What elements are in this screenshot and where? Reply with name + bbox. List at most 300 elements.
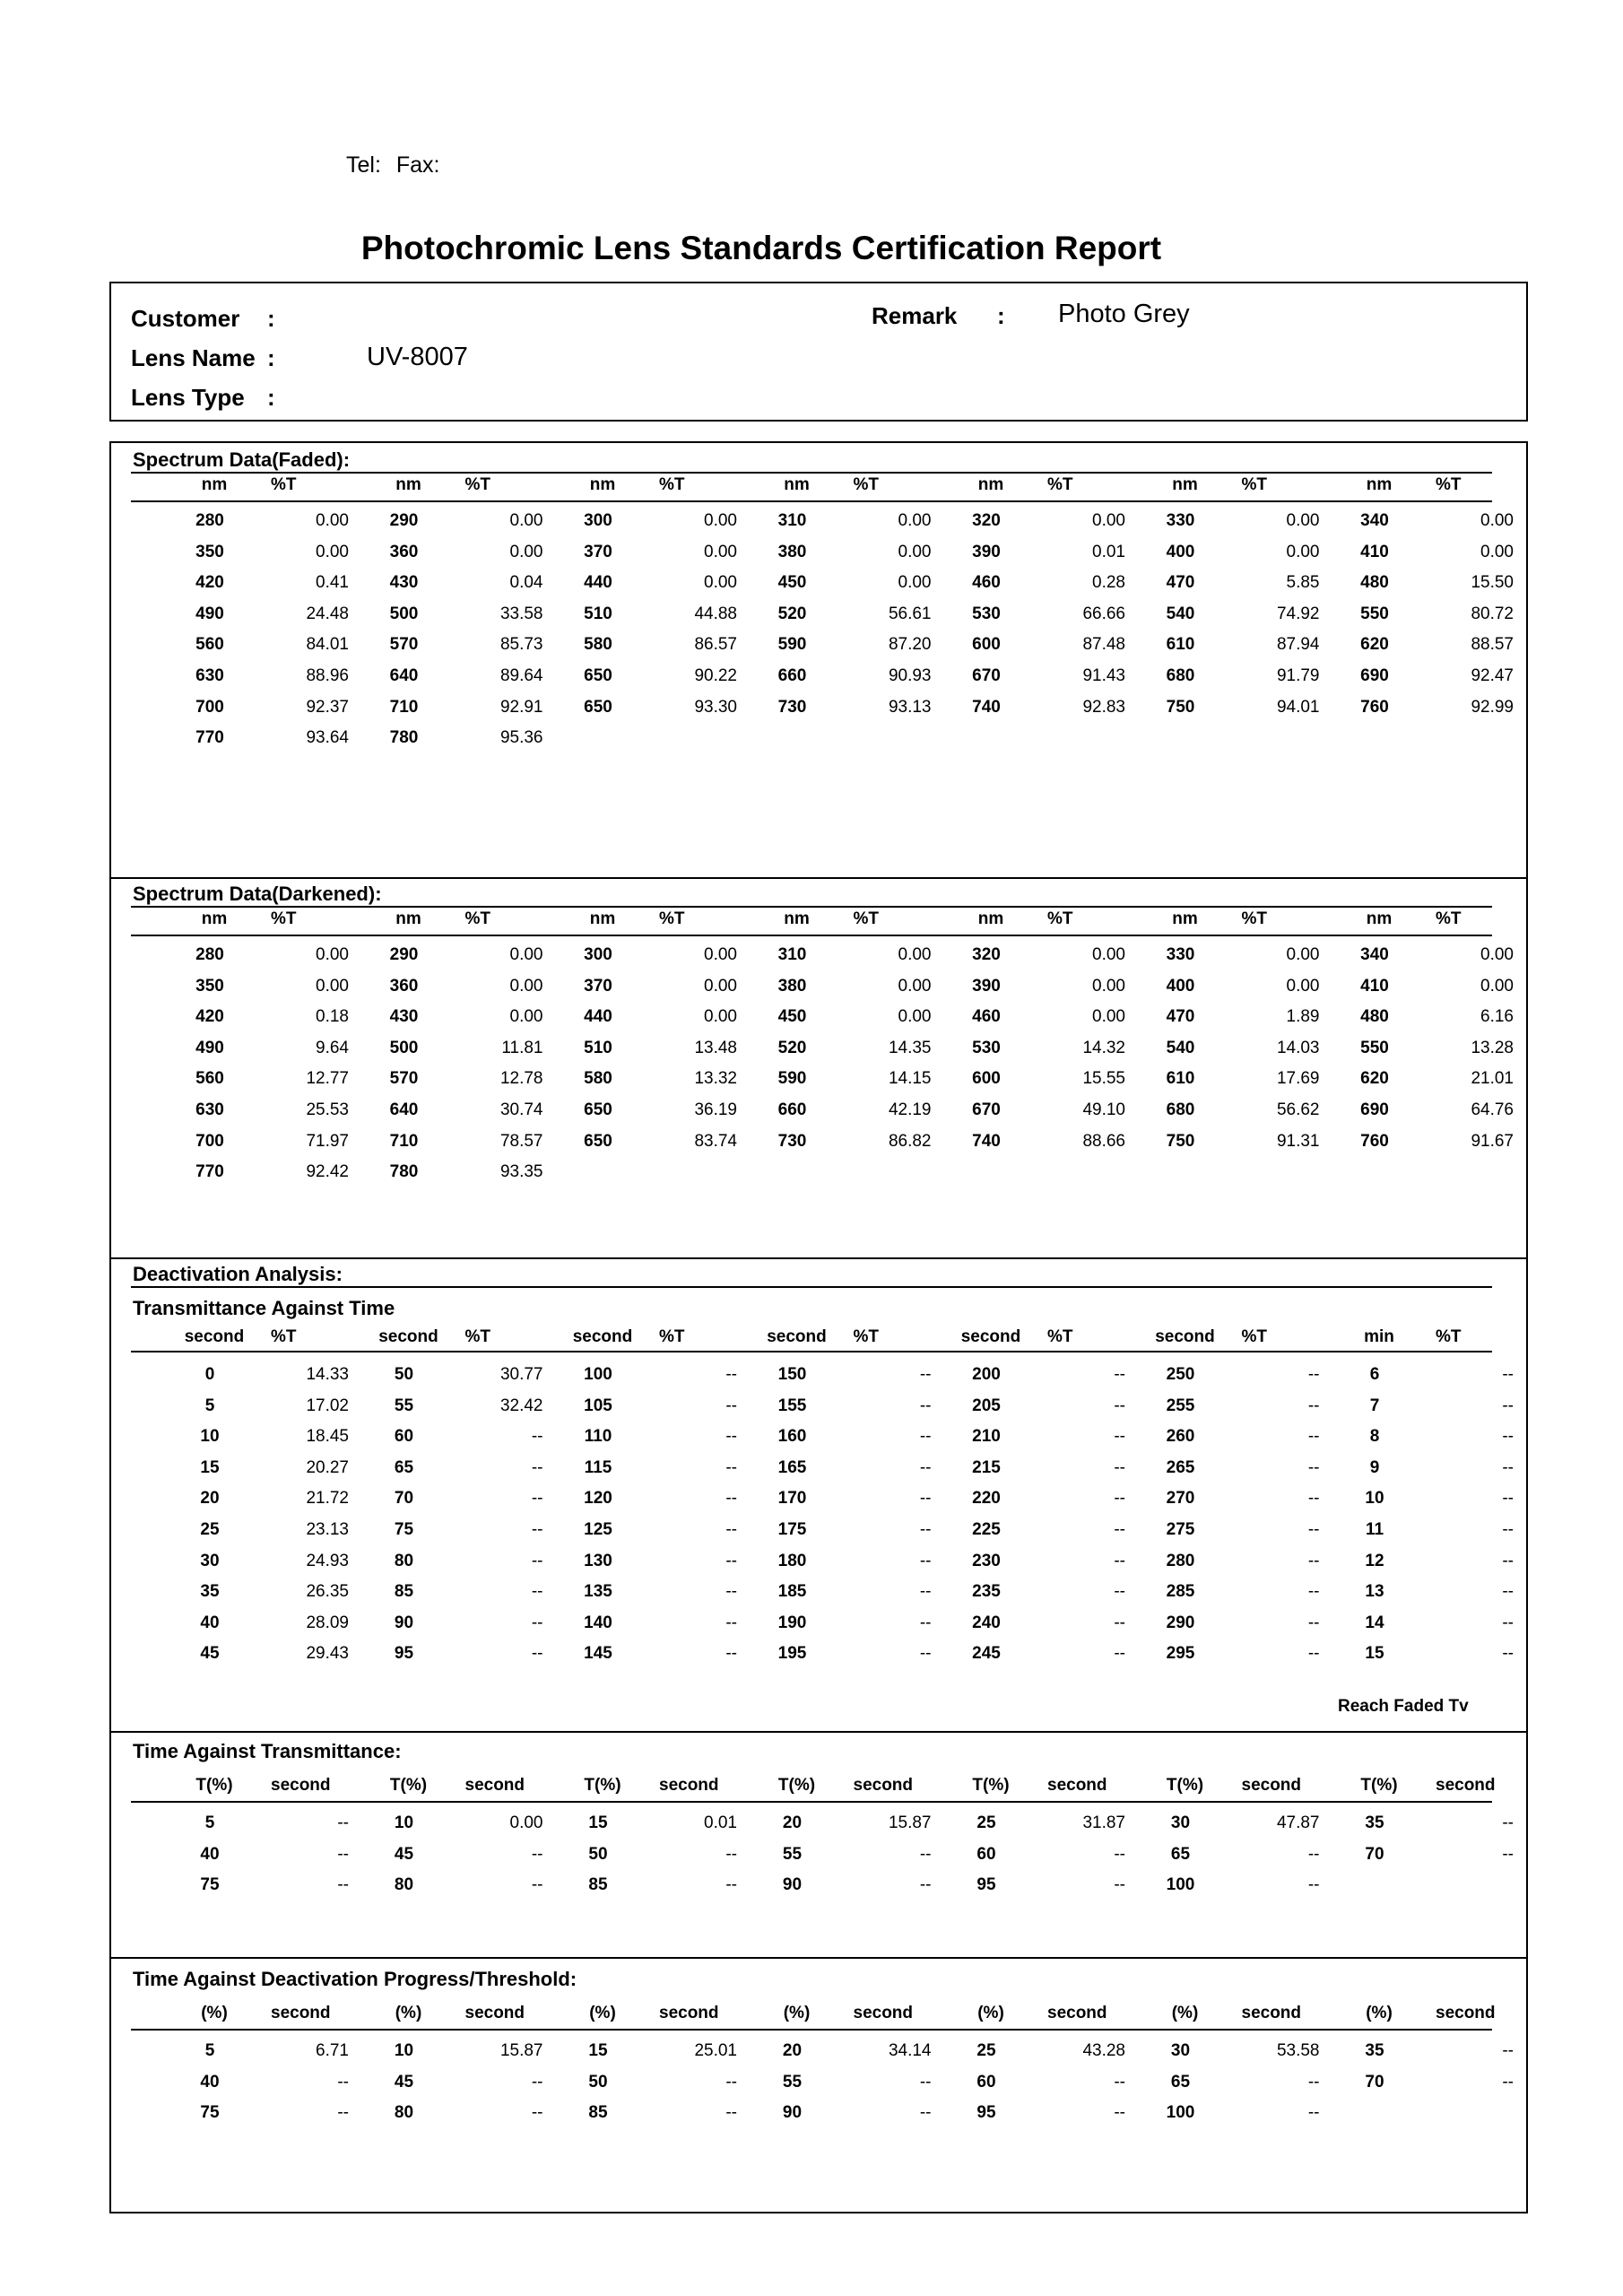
table-cell-value: -- <box>919 1489 932 1509</box>
column-header: nm <box>395 475 421 494</box>
table-cell-value: 64.76 <box>1471 1100 1514 1119</box>
table-cell-key: 680 <box>1166 666 1195 685</box>
table-cell-key: 480 <box>1360 573 1389 593</box>
table-cell-value: -- <box>1307 2072 1320 2092</box>
table-cell-value: 92.47 <box>1471 666 1514 685</box>
table-cell-key: 190 <box>777 1613 807 1632</box>
table-cell-key: 620 <box>1360 1069 1389 1089</box>
column-header: second <box>271 1776 331 1795</box>
table-cell-key: 25 <box>200 1520 220 1539</box>
table-cell-key: 5 <box>204 1813 215 1832</box>
table-cell-key: 45 <box>394 2072 414 2092</box>
table-cell-value: 43.28 <box>1082 2041 1125 2060</box>
table-cell-value: 29.43 <box>306 1644 349 1664</box>
table-cell-value: -- <box>531 1520 543 1539</box>
table-cell-value: 78.57 <box>499 1131 543 1151</box>
table-cell-key: 170 <box>777 1489 807 1509</box>
table-cell-key: 85 <box>588 1875 608 1895</box>
table-cell-value: 21.01 <box>1471 1069 1514 1089</box>
table-cell-key: 360 <box>389 542 419 561</box>
table-cell-key: 390 <box>972 542 1001 561</box>
table-cell-key: 275 <box>1166 1520 1195 1539</box>
section-title: Deactivation Analysis: <box>133 1263 343 1285</box>
table-cell-key: 100 <box>1166 2103 1195 2123</box>
table-cell-value: 14.15 <box>888 1069 932 1089</box>
table-cell-key: 30 <box>1170 2041 1191 2060</box>
table-cell-key: 175 <box>777 1520 807 1539</box>
table-cell-key: 330 <box>1166 945 1195 964</box>
table-cell-key: 25 <box>976 1813 996 1832</box>
table-cell-value: 92.37 <box>306 697 349 717</box>
table-cell-key: 450 <box>777 573 807 593</box>
table-cell-value: 0.00 <box>1480 976 1514 996</box>
table-cell-key: 700 <box>195 697 224 717</box>
table-cell-key: 105 <box>584 1396 612 1415</box>
table-cell-key: 300 <box>584 945 612 964</box>
table-cell-key: 290 <box>389 945 419 964</box>
table-cell-value: 94.01 <box>1276 697 1320 717</box>
table-cell-key: 15 <box>588 1813 608 1832</box>
table-cell-value: 89.64 <box>499 666 543 685</box>
table-cell-key: 75 <box>394 1520 414 1539</box>
table-cell-value: 44.88 <box>694 604 737 623</box>
table-cell-key: 350 <box>195 976 224 996</box>
table-cell-value: 91.31 <box>1276 1131 1320 1151</box>
table-cell-value: 95.36 <box>499 728 543 748</box>
table-cell-value: 0.00 <box>898 945 932 964</box>
table-cell-value: -- <box>1307 1457 1320 1477</box>
column-header: second <box>464 2004 525 2022</box>
header-rule <box>131 935 1492 936</box>
title-rule <box>131 1286 1492 1288</box>
section-separator <box>111 1731 1526 1733</box>
table-cell-key: 115 <box>584 1457 612 1477</box>
column-header: second <box>464 1776 525 1795</box>
column-header: second <box>853 2004 914 2022</box>
table-cell-value: -- <box>725 1613 737 1632</box>
column-header: nm <box>977 475 1004 494</box>
table-cell-value: 0.00 <box>898 976 932 996</box>
table-cell-value: 0.00 <box>509 1007 543 1027</box>
column-header: second <box>184 1327 245 1346</box>
table-cell-value: 0.00 <box>898 573 932 593</box>
table-cell-value: -- <box>1502 1457 1514 1477</box>
table-cell-value: -- <box>919 1427 932 1447</box>
table-cell-value: 13.32 <box>694 1069 737 1089</box>
table-cell-value: 93.35 <box>499 1162 543 1182</box>
column-header: second <box>767 1327 827 1346</box>
table-cell-key: 290 <box>389 511 419 530</box>
table-cell-key: 600 <box>972 1069 1001 1089</box>
table-cell-value: -- <box>919 1396 932 1415</box>
table-cell-key: 135 <box>584 1582 612 1602</box>
table-cell-value: 0.00 <box>316 511 349 530</box>
column-header: nm <box>201 909 228 928</box>
table-cell-key: 340 <box>1360 511 1389 530</box>
table-cell-value: -- <box>1114 1457 1125 1477</box>
table-cell-value: 91.43 <box>1082 666 1125 685</box>
table-cell-value: 21.72 <box>306 1489 349 1509</box>
table-cell-value: -- <box>725 1844 737 1864</box>
table-cell-value: -- <box>725 1644 737 1664</box>
table-cell-value: 14.35 <box>888 1038 932 1057</box>
table-cell-key: 195 <box>777 1644 807 1664</box>
table-cell-value: 24.48 <box>306 604 349 623</box>
table-cell-key: 580 <box>584 1069 612 1089</box>
table-cell-key: 90 <box>782 2103 803 2123</box>
table-cell-key: 125 <box>584 1520 612 1539</box>
table-cell-value: -- <box>1502 1551 1514 1570</box>
contact-line <box>346 152 448 178</box>
table-cell-value: -- <box>919 1875 932 1895</box>
table-cell-key: 50 <box>394 1365 414 1384</box>
table-cell-key: 620 <box>1360 635 1389 655</box>
table-cell-value: 25.53 <box>306 1100 349 1119</box>
table-cell-value: -- <box>725 1582 737 1602</box>
info-box <box>109 282 1528 422</box>
table-cell-key: 740 <box>972 1131 1001 1151</box>
table-cell-value: -- <box>725 1457 737 1477</box>
table-cell-key: 330 <box>1166 511 1195 530</box>
table-cell-value: 93.64 <box>306 728 349 748</box>
column-header: second <box>1047 1776 1107 1795</box>
table-cell-value: 12.78 <box>499 1069 543 1089</box>
table-cell-value: 14.33 <box>306 1365 349 1384</box>
table-cell-key: 560 <box>195 635 224 655</box>
table-cell-key: 140 <box>584 1613 612 1632</box>
table-cell-key: 400 <box>1166 976 1195 996</box>
table-cell-value: 0.28 <box>1092 573 1125 593</box>
lens-name-colon: : <box>267 344 275 371</box>
table-cell-key: 225 <box>972 1520 1001 1539</box>
column-header: (%) <box>977 2004 1004 2022</box>
table-cell-value: -- <box>725 1396 737 1415</box>
table-cell-key: 90 <box>782 1875 803 1895</box>
table-cell-value: -- <box>919 2103 932 2123</box>
table-cell-value: 66.66 <box>1082 604 1125 623</box>
table-cell-value: 90.93 <box>888 666 932 685</box>
section-separator <box>111 1957 1526 1959</box>
table-cell-value: -- <box>531 1613 543 1632</box>
table-cell-value: 86.82 <box>888 1131 932 1151</box>
table-cell-key: 30 <box>1170 1813 1191 1832</box>
table-cell-key: 295 <box>1166 1644 1195 1664</box>
table-cell-key: 580 <box>584 635 612 655</box>
table-cell-value: 0.00 <box>1092 976 1125 996</box>
table-cell-value: -- <box>337 1813 349 1832</box>
table-cell-key: 20 <box>782 2041 803 2060</box>
table-cell-value: 92.99 <box>1471 697 1514 717</box>
table-cell-key: 630 <box>195 1100 224 1119</box>
table-cell-key: 85 <box>588 2103 608 2123</box>
table-cell-key: 360 <box>389 976 419 996</box>
table-cell-value: 5.85 <box>1286 573 1320 593</box>
table-cell-key: 9 <box>1369 1457 1380 1477</box>
table-cell-value: 93.13 <box>888 697 932 717</box>
table-cell-key: 690 <box>1360 666 1389 685</box>
table-cell-value: 25.01 <box>694 2041 737 2060</box>
column-header: second <box>659 2004 719 2022</box>
table-cell-value: -- <box>531 1427 543 1447</box>
table-cell-value: 0.01 <box>704 1813 737 1832</box>
column-header: %T <box>271 909 297 928</box>
table-cell-value: -- <box>1114 1427 1125 1447</box>
column-header: second <box>1241 1776 1302 1795</box>
table-cell-value: 0.01 <box>1092 542 1125 561</box>
column-header: %T <box>1241 475 1267 494</box>
table-cell-key: 210 <box>972 1427 1001 1447</box>
table-cell-value: 71.97 <box>306 1131 349 1151</box>
data-box <box>109 441 1528 2213</box>
column-header: T(%) <box>389 1776 428 1795</box>
column-header: nm <box>1366 475 1393 494</box>
table-cell-key: 110 <box>584 1427 612 1447</box>
table-cell-key: 750 <box>1166 1131 1195 1151</box>
table-cell-value: 0.00 <box>898 511 932 530</box>
table-cell-value: -- <box>1502 1844 1514 1864</box>
table-cell-value: -- <box>1307 1551 1320 1570</box>
column-header: second <box>378 1327 438 1346</box>
table-cell-key: 5 <box>204 1396 215 1415</box>
table-cell-value: 1.89 <box>1286 1007 1320 1027</box>
table-cell-key: 280 <box>1166 1551 1195 1570</box>
table-cell-key: 100 <box>584 1365 612 1384</box>
customer-colon: : <box>267 305 275 332</box>
table-cell-value: 88.96 <box>306 666 349 685</box>
table-cell-key: 15 <box>1365 1644 1384 1664</box>
table-cell-value: 0.41 <box>316 573 349 593</box>
table-cell-key: 85 <box>394 1582 414 1602</box>
column-header: nm <box>977 909 1004 928</box>
table-cell-value: -- <box>1502 1613 1514 1632</box>
table-cell-key: 640 <box>389 666 419 685</box>
table-cell-key: 730 <box>777 697 807 717</box>
table-cell-key: 390 <box>972 976 1001 996</box>
table-cell-value: -- <box>1114 1520 1125 1539</box>
table-cell-value: -- <box>1114 1844 1125 1864</box>
table-cell-value: 0.00 <box>509 945 543 964</box>
lens-type-colon: : <box>267 384 275 411</box>
header-rule <box>131 1351 1492 1352</box>
table-cell-key: 35 <box>200 1582 220 1602</box>
table-cell-value: 92.42 <box>306 1162 349 1182</box>
table-cell-key: 410 <box>1360 976 1389 996</box>
table-cell-value: -- <box>1114 1365 1125 1384</box>
table-cell-value: 0.00 <box>704 511 737 530</box>
table-cell-value: -- <box>725 1520 737 1539</box>
table-cell-key: 780 <box>389 728 419 748</box>
table-cell-value: -- <box>531 1489 543 1509</box>
table-cell-key: 45 <box>200 1644 220 1664</box>
table-cell-key: 310 <box>777 945 807 964</box>
table-cell-key: 370 <box>584 976 612 996</box>
table-cell-value: 14.03 <box>1276 1038 1320 1057</box>
table-cell-key: 470 <box>1166 573 1195 593</box>
table-cell-key: 770 <box>195 728 224 748</box>
table-cell-key: 280 <box>195 511 224 530</box>
table-cell-key: 12 <box>1365 1551 1384 1570</box>
column-header: second <box>960 1327 1021 1346</box>
table-cell-key: 50 <box>588 1844 608 1864</box>
table-cell-key: 20 <box>200 1489 220 1509</box>
table-cell-value: -- <box>1307 1520 1320 1539</box>
table-cell-value: -- <box>1307 1613 1320 1632</box>
section-title: Time Against Transmittance: <box>133 1740 402 1762</box>
column-header: %T <box>1436 1327 1462 1346</box>
table-cell-value: 87.94 <box>1276 635 1320 655</box>
table-cell-value: 42.19 <box>888 1100 932 1119</box>
table-cell-value: -- <box>531 2072 543 2092</box>
table-cell-value: -- <box>1307 1365 1320 1384</box>
table-cell-key: 420 <box>195 1007 224 1027</box>
table-cell-value: 12.77 <box>306 1069 349 1089</box>
table-cell-value: -- <box>1502 2072 1514 2092</box>
table-cell-value: 13.28 <box>1471 1038 1514 1057</box>
table-cell-key: 510 <box>584 1038 612 1057</box>
table-cell-value: -- <box>725 2103 737 2123</box>
table-cell-value: 30.74 <box>499 1100 543 1119</box>
table-cell-key: 245 <box>972 1644 1001 1664</box>
table-cell-key: 440 <box>584 573 612 593</box>
table-cell-key: 570 <box>389 635 419 655</box>
table-cell-key: 240 <box>972 1613 1001 1632</box>
column-header: second <box>572 1327 633 1346</box>
table-cell-key: 480 <box>1360 1007 1389 1027</box>
column-header: T(%) <box>584 1776 621 1795</box>
table-cell-value: 0.00 <box>509 511 543 530</box>
table-cell-value: 0.00 <box>898 542 932 561</box>
table-cell-key: 340 <box>1360 945 1389 964</box>
table-cell-value: -- <box>1307 1427 1320 1447</box>
table-cell-key: 530 <box>972 1038 1001 1057</box>
table-cell-value: 0.00 <box>1286 542 1320 561</box>
table-cell-value: 36.19 <box>694 1100 737 1119</box>
table-cell-value: 17.02 <box>306 1396 349 1415</box>
table-cell-value: -- <box>1114 1489 1125 1509</box>
table-cell-key: 155 <box>777 1396 807 1415</box>
table-cell-key: 220 <box>972 1489 1001 1509</box>
table-cell-key: 710 <box>389 1131 419 1151</box>
table-cell-value: 53.58 <box>1276 2041 1320 2060</box>
column-header: %T <box>1047 1327 1073 1346</box>
table-cell-value: -- <box>1307 1844 1320 1864</box>
table-cell-key: 660 <box>777 666 807 685</box>
table-cell-key: 95 <box>976 2103 996 2123</box>
table-cell-value: -- <box>919 1551 932 1570</box>
table-cell-value: -- <box>919 1613 932 1632</box>
table-cell-value: 6.71 <box>316 2041 349 2060</box>
table-cell-key: 650 <box>584 1131 612 1151</box>
section-note: Reach Faded Tv <box>1338 1697 1469 1716</box>
table-cell-key: 55 <box>782 2072 803 2092</box>
table-cell-key: 60 <box>976 2072 996 2092</box>
column-header: (%) <box>783 2004 811 2022</box>
table-cell-key: 750 <box>1166 697 1195 717</box>
table-cell-value: 91.79 <box>1276 666 1320 685</box>
table-cell-key: 80 <box>394 2103 414 2123</box>
table-cell-key: 265 <box>1166 1457 1195 1477</box>
table-cell-value: 87.48 <box>1082 635 1125 655</box>
table-cell-value: -- <box>725 1365 737 1384</box>
table-cell-value: 87.20 <box>888 635 932 655</box>
table-cell-key: 40 <box>200 2072 220 2092</box>
table-cell-key: 540 <box>1166 1038 1195 1057</box>
table-cell-key: 55 <box>782 1844 803 1864</box>
column-header: nm <box>1366 909 1393 928</box>
title-rule <box>131 472 1492 474</box>
table-cell-key: 460 <box>972 1007 1001 1027</box>
table-cell-value: 88.57 <box>1471 635 1514 655</box>
report-title: Photochromic Lens Standards Certification Report <box>360 230 1162 266</box>
table-cell-key: 590 <box>777 1069 807 1089</box>
table-cell-value: 0.00 <box>509 1813 543 1832</box>
column-header: %T <box>271 1327 297 1346</box>
table-cell-key: 610 <box>1166 635 1195 655</box>
column-header: second <box>1436 1776 1496 1795</box>
table-cell-value: -- <box>919 1365 932 1384</box>
table-cell-value: 0.00 <box>509 976 543 996</box>
table-cell-key: 95 <box>976 1875 996 1895</box>
table-cell-value: 13.48 <box>694 1038 737 1057</box>
table-cell-key: 60 <box>976 1844 996 1864</box>
table-cell-value: 9.64 <box>316 1038 349 1057</box>
table-cell-key: 255 <box>1166 1396 1195 1415</box>
header-rule <box>131 500 1492 502</box>
tel-label: Tel: <box>346 152 381 178</box>
table-cell-value: -- <box>725 1551 737 1570</box>
table-cell-value: 23.13 <box>306 1520 349 1539</box>
table-cell-key: 670 <box>972 666 1001 685</box>
table-cell-key: 6 <box>1369 1365 1380 1384</box>
table-cell-key: 490 <box>195 604 224 623</box>
table-cell-value: 92.83 <box>1082 697 1125 717</box>
table-cell-value: 17.69 <box>1276 1069 1320 1089</box>
table-cell-key: 5 <box>204 2041 215 2060</box>
column-header: %T <box>1047 909 1073 928</box>
table-cell-value: 0.00 <box>1092 945 1125 964</box>
table-cell-key: 500 <box>389 604 419 623</box>
table-cell-value: -- <box>531 1582 543 1602</box>
table-cell-value: -- <box>1114 1644 1125 1664</box>
table-cell-value: -- <box>531 1457 543 1477</box>
column-header: %T <box>1047 475 1073 494</box>
table-cell-value: 49.10 <box>1082 1100 1125 1119</box>
table-cell-key: 14 <box>1365 1613 1384 1632</box>
title-rule <box>131 906 1492 908</box>
table-cell-key: 670 <box>972 1100 1001 1119</box>
column-header: %T <box>1241 1327 1267 1346</box>
section-title: Spectrum Data(Darkened): <box>133 883 382 905</box>
table-cell-value: -- <box>1502 1644 1514 1664</box>
table-cell-key: 120 <box>584 1489 612 1509</box>
table-cell-key: 65 <box>394 1457 414 1477</box>
table-cell-key: 160 <box>777 1427 807 1447</box>
column-header: %T <box>853 909 879 928</box>
table-cell-key: 600 <box>972 635 1001 655</box>
table-cell-value: -- <box>1114 1613 1125 1632</box>
table-cell-value: -- <box>1307 1875 1320 1895</box>
table-cell-key: 215 <box>972 1457 1001 1477</box>
table-cell-key: 530 <box>972 604 1001 623</box>
table-cell-key: 520 <box>777 1038 807 1057</box>
table-cell-value: 0.00 <box>704 976 737 996</box>
column-header: second <box>1155 1327 1215 1346</box>
table-cell-key: 20 <box>782 1813 803 1832</box>
table-cell-value: -- <box>1114 2103 1125 2123</box>
customer-label: Customer <box>131 305 240 332</box>
table-cell-value: 32.42 <box>499 1396 543 1415</box>
table-cell-value: -- <box>531 2103 543 2123</box>
